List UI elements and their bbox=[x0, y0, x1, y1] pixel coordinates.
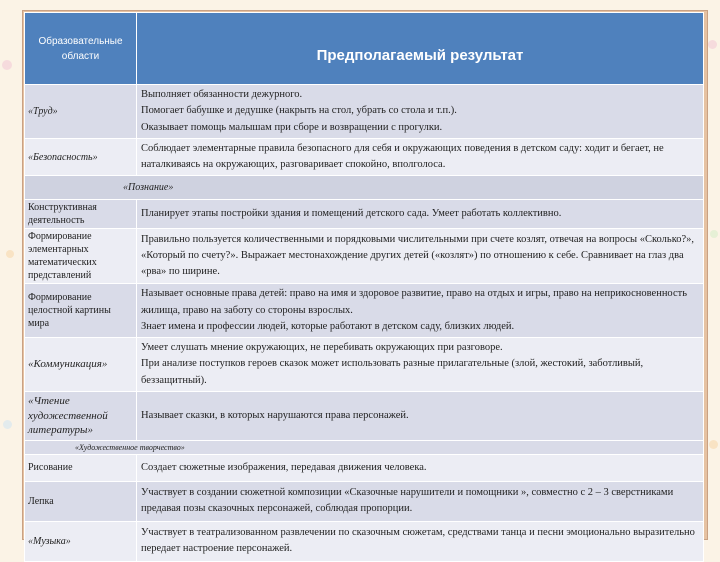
area-cell: Лепка bbox=[25, 481, 137, 521]
decor-dot bbox=[2, 60, 12, 70]
table-row bbox=[25, 481, 704, 521]
result-line: Называет основные права детей: право на имя и здоровое развитие, право на отдых и игры, право на неприкосновенность жилища, право на заботу со стороны взрослых. bbox=[141, 288, 687, 316]
result-cell bbox=[137, 338, 704, 392]
result-cell bbox=[137, 138, 704, 176]
table-row bbox=[25, 521, 704, 561]
result-line: Участвует в создании сюжетной композиции «Сказочные нарушители и помощники », совместно с 2 – 3 сверстниками предавая позы сказочных персонажей, соблюдая пропорции. bbox=[141, 487, 674, 515]
area-cell: Конструктивная деятельность bbox=[25, 200, 137, 229]
table-row bbox=[25, 200, 704, 229]
result-line: Правильно пользуется количественными и порядковыми числительными при счете козлят, отвечая на вопросы «Сколько?», «Который по счету?». Выражает местонахождение других детей («козлят») по отношению к себе. Сравнивает на глаз два «рва» по ширине. bbox=[141, 233, 695, 278]
result-cell bbox=[137, 200, 704, 229]
area-cell: Формирование целостной картины мира bbox=[25, 284, 137, 338]
decor-dot bbox=[3, 420, 12, 429]
table-row bbox=[25, 85, 704, 139]
area-cell: «Музыка» bbox=[25, 521, 137, 561]
area-cell: «Коммуникация» bbox=[25, 338, 137, 392]
section-title: «Художественное творчество» bbox=[25, 440, 704, 454]
result-cell bbox=[137, 391, 704, 440]
table-header bbox=[25, 13, 704, 85]
header-areas: Образовательные области bbox=[25, 13, 137, 85]
area-cell: «Труд» bbox=[25, 85, 137, 139]
result-line: Умеет слушать мнение окружающих, не перебивать окружающих при разговоре. bbox=[141, 342, 503, 354]
result-line: Знает имена и профессии людей, которые работают в детском саду, близких людей. bbox=[141, 320, 515, 332]
decor-dot bbox=[708, 40, 717, 49]
result-line: Создает сюжетные изображения, передавая движения человека. bbox=[141, 461, 427, 473]
result-cell bbox=[137, 454, 704, 481]
table-row bbox=[25, 391, 704, 440]
decor-dot bbox=[710, 230, 718, 238]
decor-dot bbox=[6, 250, 14, 258]
area-cell: «Чтение художественной литературы» bbox=[25, 391, 137, 440]
result-line: Участвует в театрализованном развлечении по сказочным сюжетам, средствами танца и песни эмоционально выразительно передает настроение персонажей. bbox=[141, 527, 695, 555]
area-cell: Рисование bbox=[25, 454, 137, 481]
result-line: Называет сказки, в которых нарушаются права персонажей. bbox=[141, 409, 409, 421]
area-cell: Формирование элементарных математических представлений bbox=[25, 229, 137, 284]
result-cell bbox=[137, 284, 704, 338]
result-line: Помогает бабушке и дедушке (накрыть на стол, убрать со стола и т.п.). bbox=[141, 105, 457, 117]
result-line: Выполняет обязанности дежурного. bbox=[141, 89, 303, 100]
table-row bbox=[25, 229, 704, 284]
result-line: Планирует этапы постройки здания и помещений детского сада. Умеет работать коллективно. bbox=[141, 208, 562, 220]
result-line: При анализе поступков героев сказок может использовать разные прилагательные (злой, жестокий, заботливый, беззащитный). bbox=[141, 358, 644, 386]
result-line: Оказывает помощь малышам при сборе и возвращении с прогулки. bbox=[141, 121, 443, 133]
decor-dot bbox=[709, 440, 718, 449]
table-row bbox=[25, 138, 704, 176]
result-cell bbox=[137, 521, 704, 561]
result-cell bbox=[137, 85, 704, 139]
result-cell bbox=[137, 229, 704, 284]
result-cell bbox=[137, 481, 704, 521]
header-result: Предполагаемый результат bbox=[137, 13, 704, 85]
table-row bbox=[25, 338, 704, 392]
table-row bbox=[25, 454, 704, 481]
area-cell: «Безопасность» bbox=[25, 138, 137, 176]
table-row bbox=[25, 284, 704, 338]
section-row bbox=[25, 176, 704, 200]
results-table bbox=[24, 12, 704, 562]
section-row bbox=[25, 440, 704, 454]
result-line: Соблюдает элементарные правила безопасного для себя и окружающих поведения в детском саду: ходит и бегает, не наталкиваясь на окружающих, разговаривает спокойно, вполголоса. bbox=[141, 142, 664, 171]
section-title: «Познание» bbox=[25, 176, 704, 200]
